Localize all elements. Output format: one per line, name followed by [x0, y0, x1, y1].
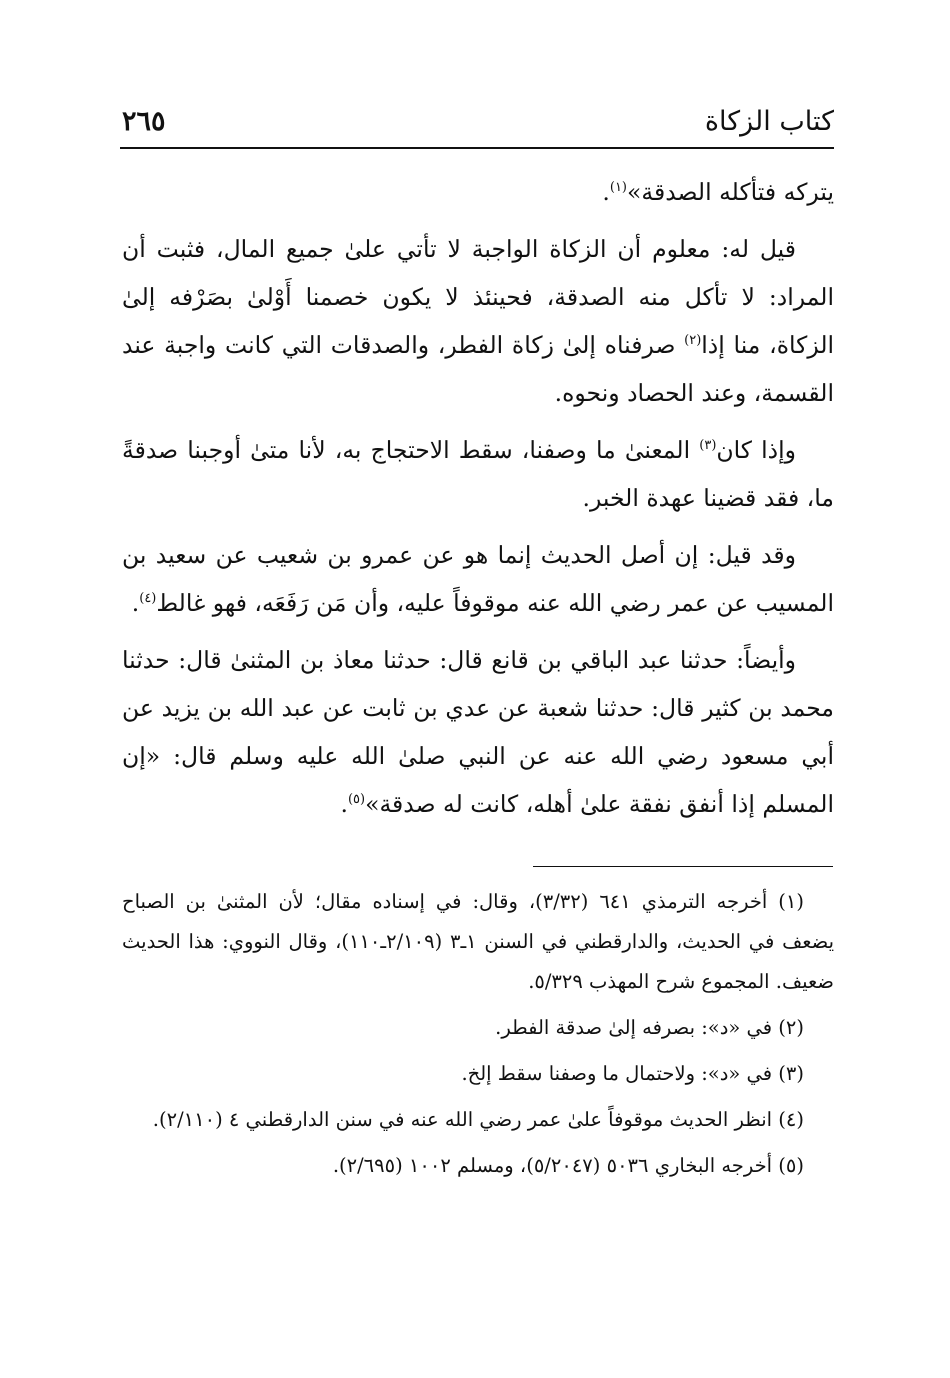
page-number: ٢٦٥ [122, 105, 166, 137]
footnote: (١) أخرجه الترمذي ٦٤١ (٣/٣٢)، وقال: في إسناده مقال؛ لأن المثنىٰ بن الصباح يضعف في الحديث، والدارقطني في السنن ١ـ٣ (٢/١٠٩ـ١١٠)، وقال النووي: هذا الحديث ضعيف. المجموع شرح المهذب ٥/٣٢٩. [122, 890, 835, 993]
page-header [122, 100, 834, 142]
footnote-ref: (٤) [139, 591, 157, 607]
paragraph: قيل له: معلوم أن الزكاة الواجبة لا تأتي علىٰ جميع المال، فثبت أن المراد: لا تأكل منه الصدقة، فحينئذ لا يكون خصمنا أَوْلىٰ بصَرْفه إلىٰ الزكاة، منا إذا$^{(٢)}$ صرفناه إلىٰ زكاة الفطر، والصدقات التي كانت واجبة عند القسمة، وعند الحصاد ونحوه. [122, 235, 835, 407]
footnote: (٥) أخرجه البخاري ٥٠٣٦ (٥/٢٠٤٧)، ومسلم ١٠٠٢ (٢/٦٩٥). [332, 1154, 804, 1177]
paragraph: وأيضاً: حدثنا عبد الباقي بن قانع قال: حدثنا معاذ بن المثنىٰ قال: حدثنا محمد بن كثير قال: حدثنا شعبة عن عدي بن ثابت عن عبد الله بن يزيد عن أبي مسعود رضي الله عنه عن النبي صلىٰ الله عليه وسلم قال: «إن المسلم إذا أنفق نفقة علىٰ أهله، كانت له صدقة»$^{(٥)}$. [122, 646, 834, 818]
footnote-ref: (٥) [347, 792, 366, 808]
header-rule [120, 147, 834, 149]
paragraph: وقد قيل: إن أصل الحديث إنما هو عن عمرو بن شعيب عن سعيد بن المسيب عن عمر رضي الله عنه موقوفاً عليه، وأن مَن رَفَعَه، فهو غالط$^{(٤)}$. [122, 541, 834, 617]
paragraph: وإذا كان$^{(٣)}$ المعنىٰ ما وصفنا، سقط الاحتجاج به، لأنا متىٰ أوجبنا صدقةً ما، فقد قضينا عهدة الخبر. [122, 436, 834, 512]
running-title: كتاب الزكاة [704, 105, 834, 137]
footnote-ref: (٣) [699, 438, 717, 454]
footnote-ref: (٢) [684, 333, 702, 349]
footnote-ref: (١) [609, 180, 627, 196]
footnote: (٣) في «د»: ولاحتمال ما وصفنا سقط إلخ. [461, 1062, 804, 1085]
footnotes [122, 882, 834, 1192]
main-text [122, 168, 834, 837]
footnote-separator [533, 866, 833, 867]
footnote: (٤) انظر الحديث موقوفاً علىٰ عمر رضي الله عنه في سنن الدارقطني ٤ (٢/١١٠). [152, 1108, 804, 1131]
footnote: (٢) في «د»: بصرفه إلىٰ صدقة الفطر. [495, 1016, 804, 1039]
paragraph: يتركه فتأكله الصدقة»$^{(١)}$. [602, 178, 834, 206]
